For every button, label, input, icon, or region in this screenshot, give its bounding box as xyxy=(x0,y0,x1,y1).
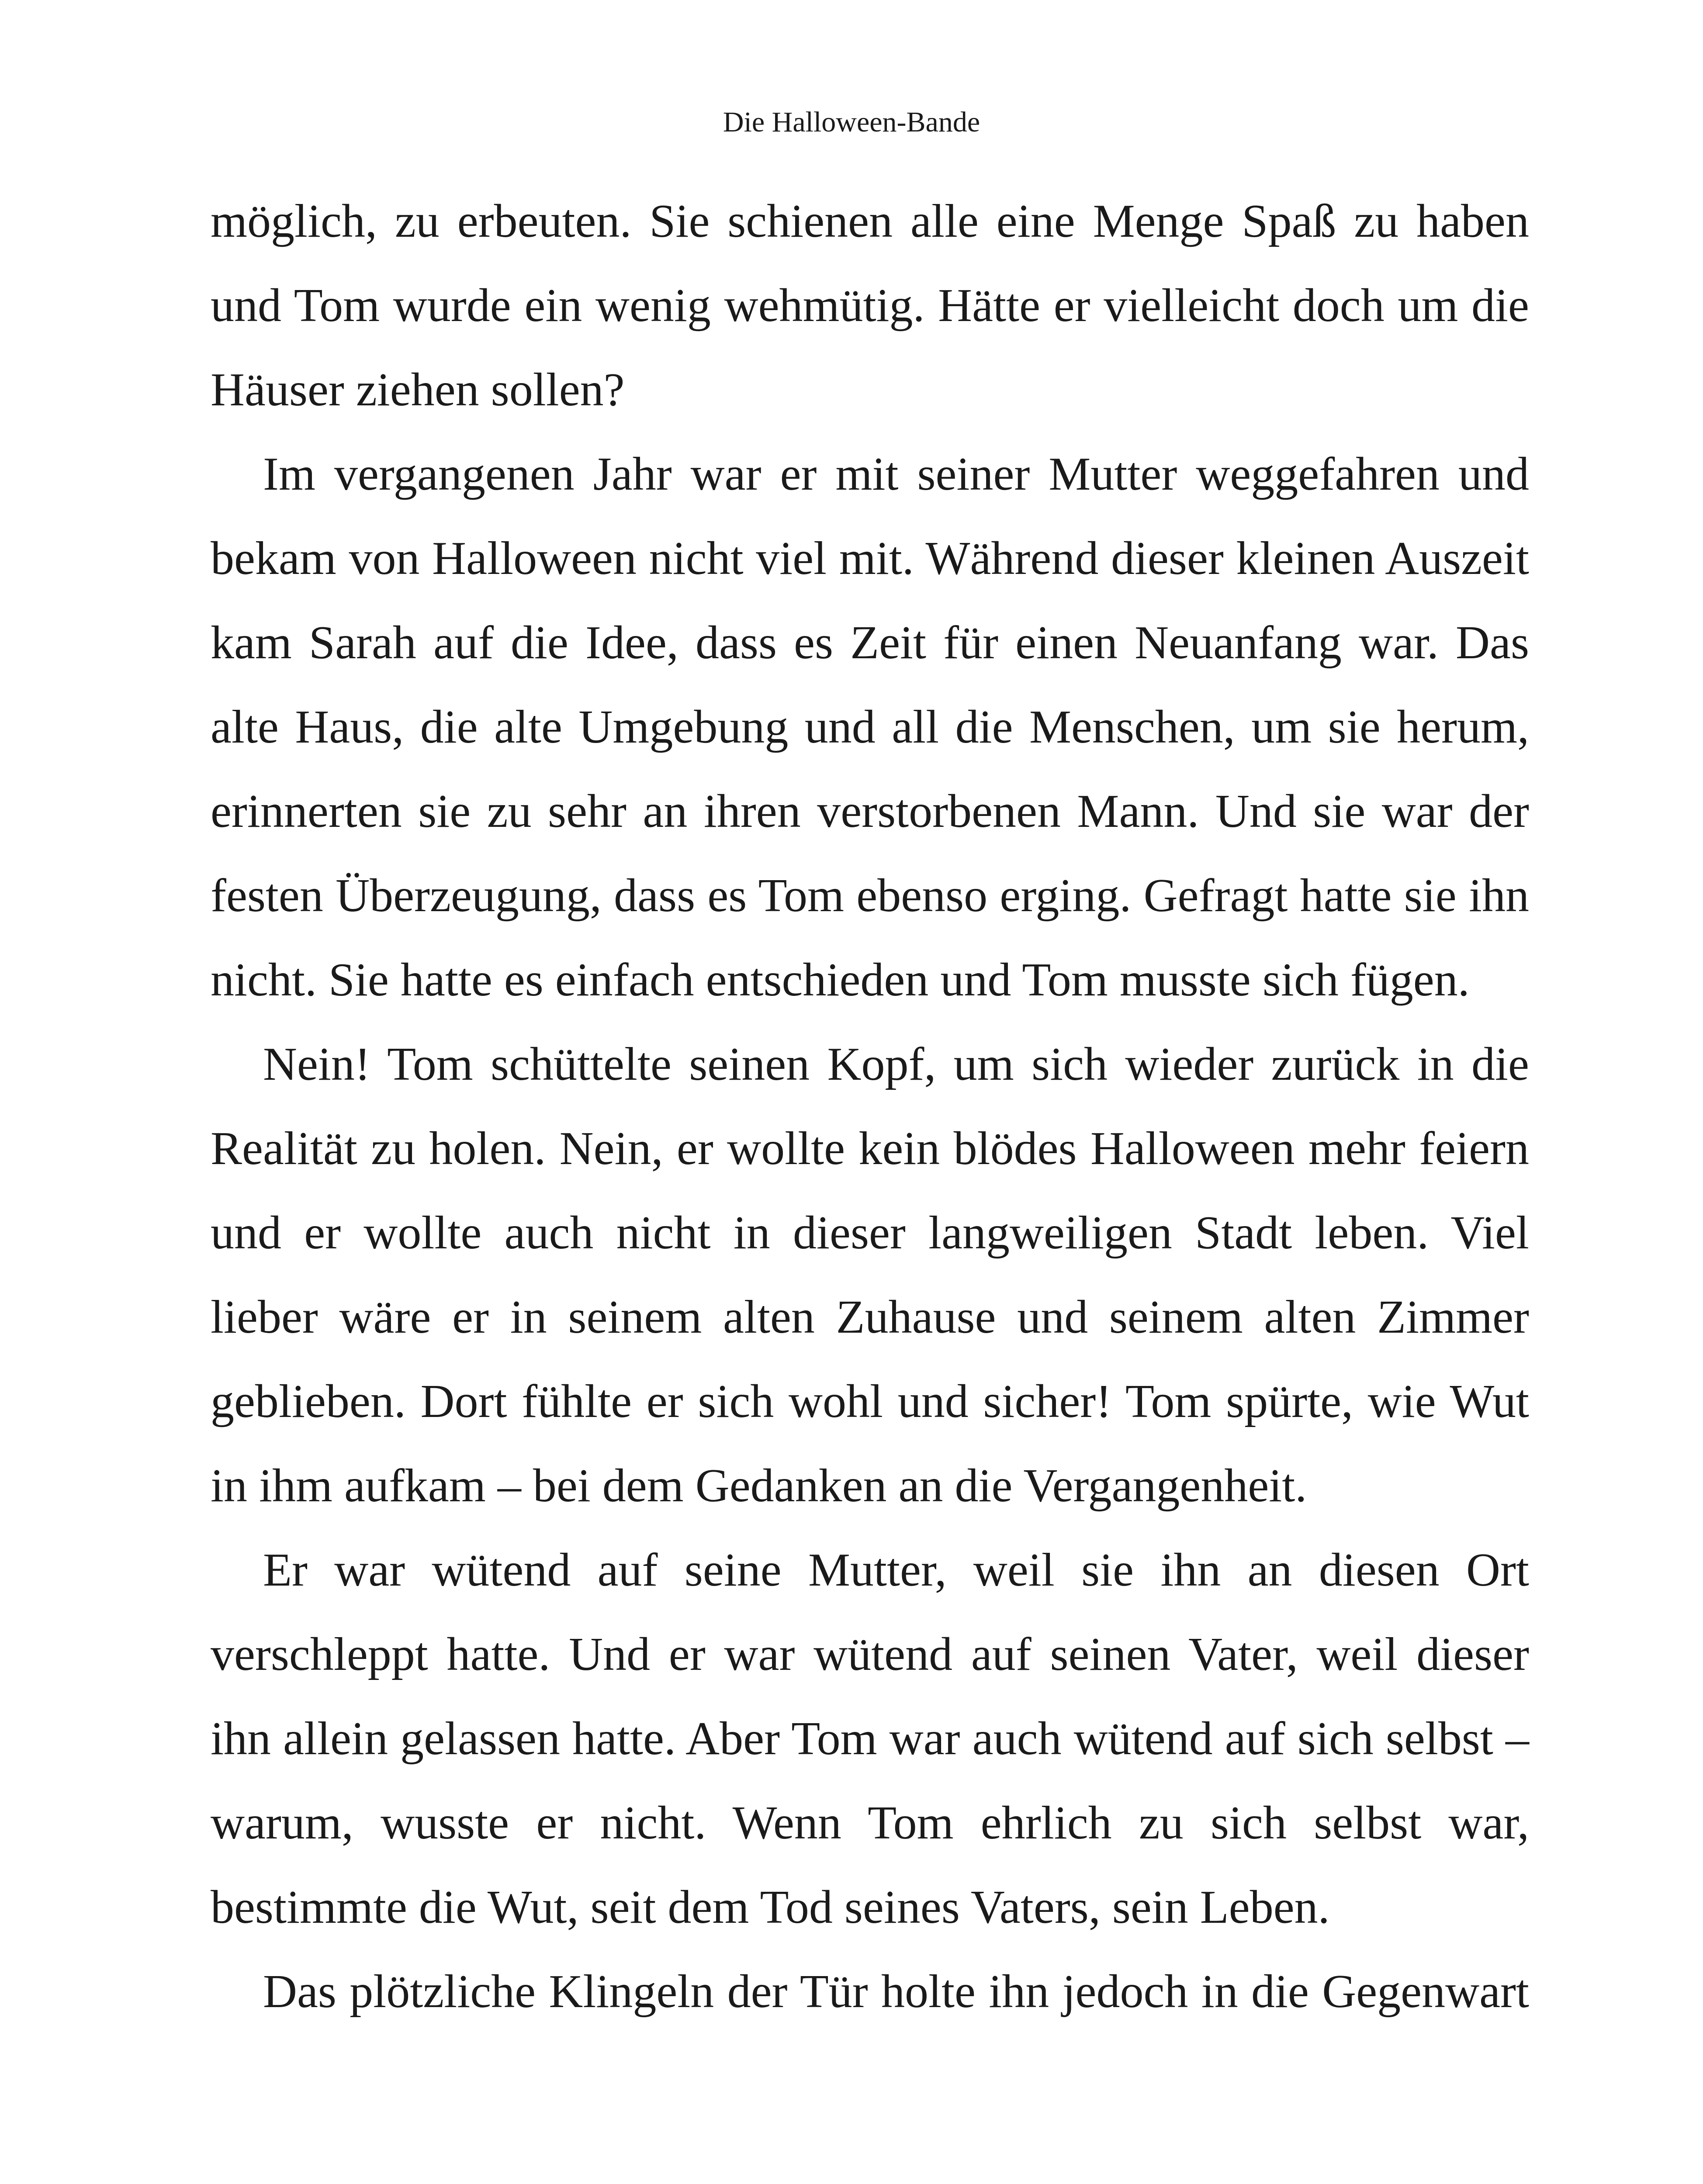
running-header: Die Halloween-Bande xyxy=(723,106,980,138)
body-text xyxy=(211,179,1529,2034)
paragraph-1: möglich, zu erbeuten. Sie schienen alle eine Menge Spaß zu haben und Tom wurde ein wenig wehmütig. Hätte er vielleicht doch um die Häuser ziehen sollen? xyxy=(211,195,1529,416)
paragraph-4: Er war wütend auf seine Mutter, weil sie ihn an diesen Ort verschleppt hatte. Und er war wütend auf seinen Vater, weil dieser ihn allein gelassen hatte. Aber Tom war auch wütend auf sich selbst – warum, wusste er nicht. Wenn Tom ehrlich zu sich selbst war, bestimmte die Wut, seit dem Tod seines Vaters, sein Leben. xyxy=(211,1544,1529,1933)
paragraph-5: Das plötzliche Klingeln der Tür holte ihn jedoch in die Gegenwart xyxy=(263,1966,1529,2018)
paragraph-2: Im vergangenen Jahr war er mit seiner Mutter weggefahren und bekam von Halloween nicht viel mit. Während dieser kleinen Auszeit kam Sarah auf die Idee, dass es Zeit für einen Neuanfang war. Das alte Haus, die alte Umgebung und all die Menschen, um sie herum, erinnerten sie zu sehr an ihren verstorbenen Mann. Und sie war der festen Überzeugung, dass es Tom ebenso erging. Gefragt hatte sie ihn nicht. Sie hatte es einfach entschieden und Tom musste sich fügen. xyxy=(211,448,1529,1006)
paragraph-3: Nein! Tom schüttelte seinen Kopf, um sich wieder zurück in die Realität zu holen. Nein, er wollte kein blödes Halloween mehr feiern und er wollte auch nicht in dieser langweiligen Stadt leben. Viel lieber wäre er in seinem alten Zuhause und seinem alten Zimmer geblieben. Dort fühlte er sich wohl und sicher! Tom spürte, wie Wut in ihm aufkam – bei dem Gedanken an die Vergangenheit. xyxy=(211,1038,1529,1512)
